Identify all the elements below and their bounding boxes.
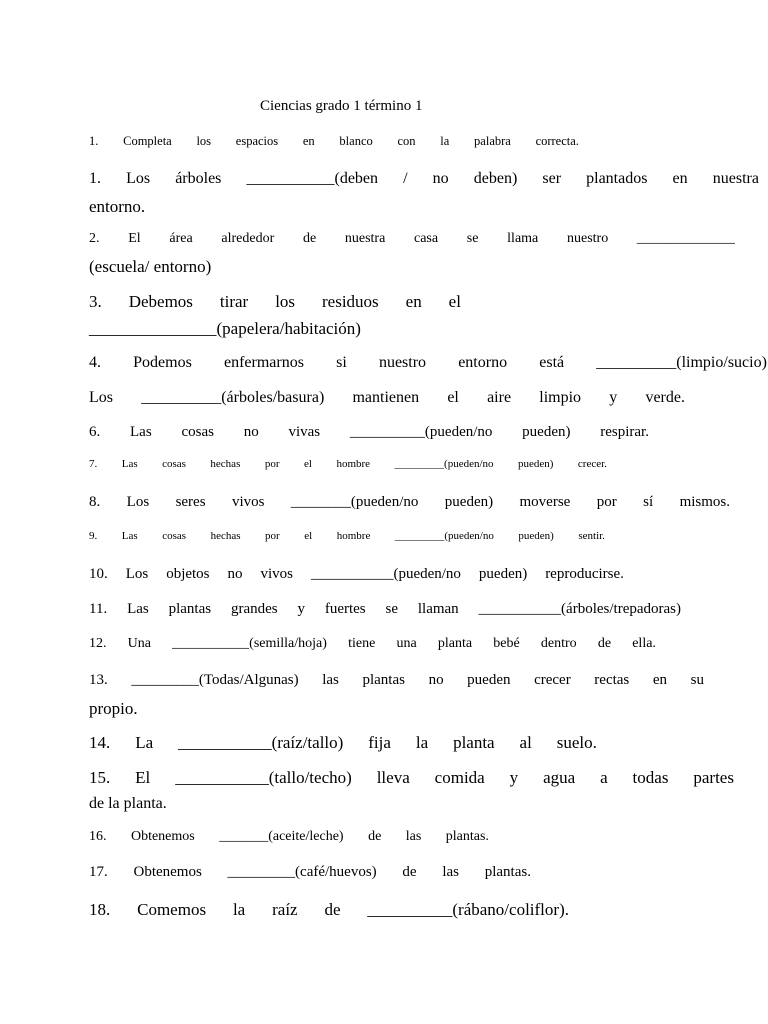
word: reproducirse. [545, 566, 624, 582]
word: 4. [89, 354, 101, 371]
word: ___________(raíz/tallo) [178, 733, 344, 752]
word: Obtenemos [130, 829, 195, 844]
word: hombre [336, 530, 371, 542]
word: entorno [458, 354, 508, 371]
word: en [652, 672, 668, 688]
word: el [448, 292, 461, 311]
word: Una [127, 636, 151, 651]
word: __________(árboles/basura) [141, 389, 325, 406]
word: _________(pueden/no [394, 458, 494, 470]
word: __________(rábano/coliflor). [367, 900, 569, 919]
word: no [432, 170, 449, 187]
question-line [89, 424, 649, 441]
word: vivas [288, 424, 321, 440]
word: y [609, 389, 618, 406]
word: y [509, 768, 519, 787]
word: por [264, 458, 280, 470]
word: agua [543, 768, 576, 787]
word: el [447, 389, 459, 406]
word: 12. [89, 636, 107, 651]
word: espacios [235, 134, 279, 148]
word: Las [127, 601, 149, 617]
question-line [89, 530, 605, 542]
word: al [519, 733, 532, 752]
question-continuation: entorno. [89, 197, 146, 216]
word: Las [130, 424, 152, 440]
page-title: Ciencias grado 1 término 1 [260, 98, 423, 114]
word: no [428, 672, 444, 688]
question-line [89, 864, 531, 881]
word: pueden) [444, 494, 494, 510]
word: de [324, 900, 341, 919]
word: __________(pueden/no [349, 424, 493, 440]
word: ___________(deben [246, 170, 379, 187]
word: _________(Todas/Algunas) [131, 672, 299, 688]
word: se [466, 231, 479, 246]
question-line [89, 733, 597, 753]
word: pueden) [518, 458, 554, 470]
word: pueden) [478, 566, 528, 582]
word: las [405, 829, 422, 844]
word: crecer. [577, 458, 607, 470]
question-line [89, 231, 735, 247]
word: hombre [336, 458, 371, 470]
word: / [403, 170, 408, 187]
word: los [196, 134, 212, 148]
word: ______________ [636, 231, 735, 246]
word: ___________(árboles/trepadoras) [478, 601, 681, 617]
word: casa [414, 231, 439, 246]
word: _______(aceite/leche) [219, 829, 344, 844]
question-line [89, 601, 681, 618]
word: nuestro [378, 354, 427, 371]
word: _________(café/huevos) [227, 864, 377, 880]
word: ________(pueden/no [290, 494, 419, 510]
word: Obtenemos [133, 864, 202, 880]
word: todas [632, 768, 669, 787]
word: blanco [339, 134, 373, 148]
word: cosas [162, 458, 186, 470]
word: rectas [594, 672, 630, 688]
word: aire [487, 389, 512, 406]
word: Los [89, 389, 113, 406]
word: plantados [586, 170, 648, 187]
word: plantas. [484, 864, 531, 880]
word: Debemos [128, 292, 193, 311]
question-line [89, 768, 734, 788]
word: fuertes [324, 601, 366, 617]
word: Comemos [137, 900, 207, 919]
word: cosas [181, 424, 214, 440]
word: llaman [417, 601, 459, 617]
word: 9. [89, 530, 98, 542]
word: en [672, 170, 688, 187]
word: tirar [219, 292, 249, 311]
word: Las [121, 530, 138, 542]
word: 11. [89, 601, 108, 617]
word: fija [368, 733, 391, 752]
word: mismos. [679, 494, 730, 510]
word: ___________(pueden/no [310, 566, 461, 582]
word: bebé [493, 636, 520, 651]
word: llama [507, 231, 539, 246]
word: Podemos [133, 354, 192, 371]
word: está [539, 354, 565, 371]
word: con [397, 134, 416, 148]
word: nuestra [712, 170, 759, 187]
word: lleva [376, 768, 410, 787]
word: Completa [123, 134, 172, 148]
word: la [440, 134, 450, 148]
word: vivos [231, 494, 265, 510]
word: plantas [362, 672, 405, 688]
question-continuation: propio. [89, 699, 138, 718]
word: 15. [89, 768, 111, 787]
word: en [302, 134, 315, 148]
word: de [302, 231, 317, 246]
word: dentro [540, 636, 577, 651]
word: plantas. [445, 829, 489, 844]
word: crecer [534, 672, 571, 688]
word: si [336, 354, 347, 371]
word: El [128, 231, 141, 246]
word: palabra [474, 134, 511, 148]
word: objetos [166, 566, 210, 582]
word: de [368, 829, 382, 844]
word: de [402, 864, 417, 880]
word: raíz [272, 900, 298, 919]
word: Las [121, 458, 138, 470]
word: el [304, 458, 312, 470]
word: La [135, 733, 154, 752]
word: seres [175, 494, 206, 510]
question-line [89, 292, 461, 312]
word: El [135, 768, 151, 787]
word: __________(limpio/sucio) [596, 354, 767, 371]
word: deben) [473, 170, 518, 187]
word: 1. [89, 134, 99, 148]
word: ser [542, 170, 562, 187]
word: hechas [210, 530, 241, 542]
word: sí [643, 494, 654, 510]
word: se [385, 601, 398, 617]
word: no [243, 424, 259, 440]
word: 3. [89, 292, 102, 311]
word: 8. [89, 494, 101, 510]
word: 17. [89, 864, 108, 880]
word: su [690, 672, 704, 688]
word: tiene [348, 636, 376, 651]
word: partes [693, 768, 734, 787]
word: pueden) [522, 424, 571, 440]
question-line [89, 458, 607, 470]
word: residuos [322, 292, 379, 311]
question-line [89, 354, 767, 372]
word: 18. [89, 900, 111, 919]
word: pueden [467, 672, 511, 688]
word: la [232, 900, 246, 919]
word: nuestro [566, 231, 609, 246]
word: verde. [645, 389, 685, 406]
word: y [297, 601, 305, 617]
word: nuestra [344, 231, 386, 246]
word: alrededor [221, 231, 275, 246]
word: 16. [89, 829, 107, 844]
word: mantienen [352, 389, 420, 406]
word: área [169, 231, 193, 246]
question-continuation: _______________(papelera/habitación) [89, 319, 361, 338]
word: 10. [89, 566, 108, 582]
word: 14. [89, 733, 111, 752]
word: árboles [175, 170, 222, 187]
word: pueden) [518, 530, 554, 542]
question-line [89, 829, 489, 845]
word: el [304, 530, 313, 542]
word: ___________(tallo/techo) [175, 768, 352, 787]
word: respirar. [600, 424, 649, 440]
word: hechas [210, 458, 241, 470]
question-continuation: (escuela/ entorno) [89, 257, 212, 276]
word: suelo. [556, 733, 597, 752]
word: ella. [632, 636, 656, 651]
question-line [89, 636, 656, 652]
question-line [89, 672, 704, 689]
word: 7. [89, 458, 98, 470]
word: una [396, 636, 417, 651]
question-line [89, 900, 569, 920]
word: de [597, 636, 612, 651]
word: los [275, 292, 296, 311]
question-line [89, 389, 685, 407]
question-line [89, 170, 759, 188]
word: Los [126, 170, 151, 187]
word: 13. [89, 672, 108, 688]
word: grandes [230, 601, 278, 617]
word: vivos [260, 566, 293, 582]
word: las [322, 672, 339, 688]
word: sentir. [578, 530, 605, 542]
word: 6. [89, 424, 101, 440]
word: por [596, 494, 617, 510]
word: a [600, 768, 608, 787]
question-continuation: de la planta. [89, 795, 167, 812]
word: cosas [162, 530, 187, 542]
word: ___________(semilla/hoja) [172, 636, 327, 651]
word: la [415, 733, 429, 752]
word: planta [453, 733, 495, 752]
word: no [227, 566, 243, 582]
question-line [89, 566, 624, 583]
instruction [89, 134, 579, 149]
word: correcta. [535, 134, 579, 148]
word: por [265, 530, 280, 542]
word: plantas [168, 601, 212, 617]
word: las [442, 864, 459, 880]
word: Los [125, 566, 149, 582]
question-line [89, 494, 730, 511]
word: moverse [519, 494, 571, 510]
word: planta [437, 636, 473, 651]
word: 2. [89, 231, 100, 246]
word: _________(pueden/no [394, 530, 494, 542]
word: 1. [89, 170, 101, 187]
word: comida [434, 768, 485, 787]
word: limpio [539, 389, 582, 406]
word: Los [126, 494, 150, 510]
word: en [405, 292, 422, 311]
word: enfermarnos [223, 354, 304, 371]
